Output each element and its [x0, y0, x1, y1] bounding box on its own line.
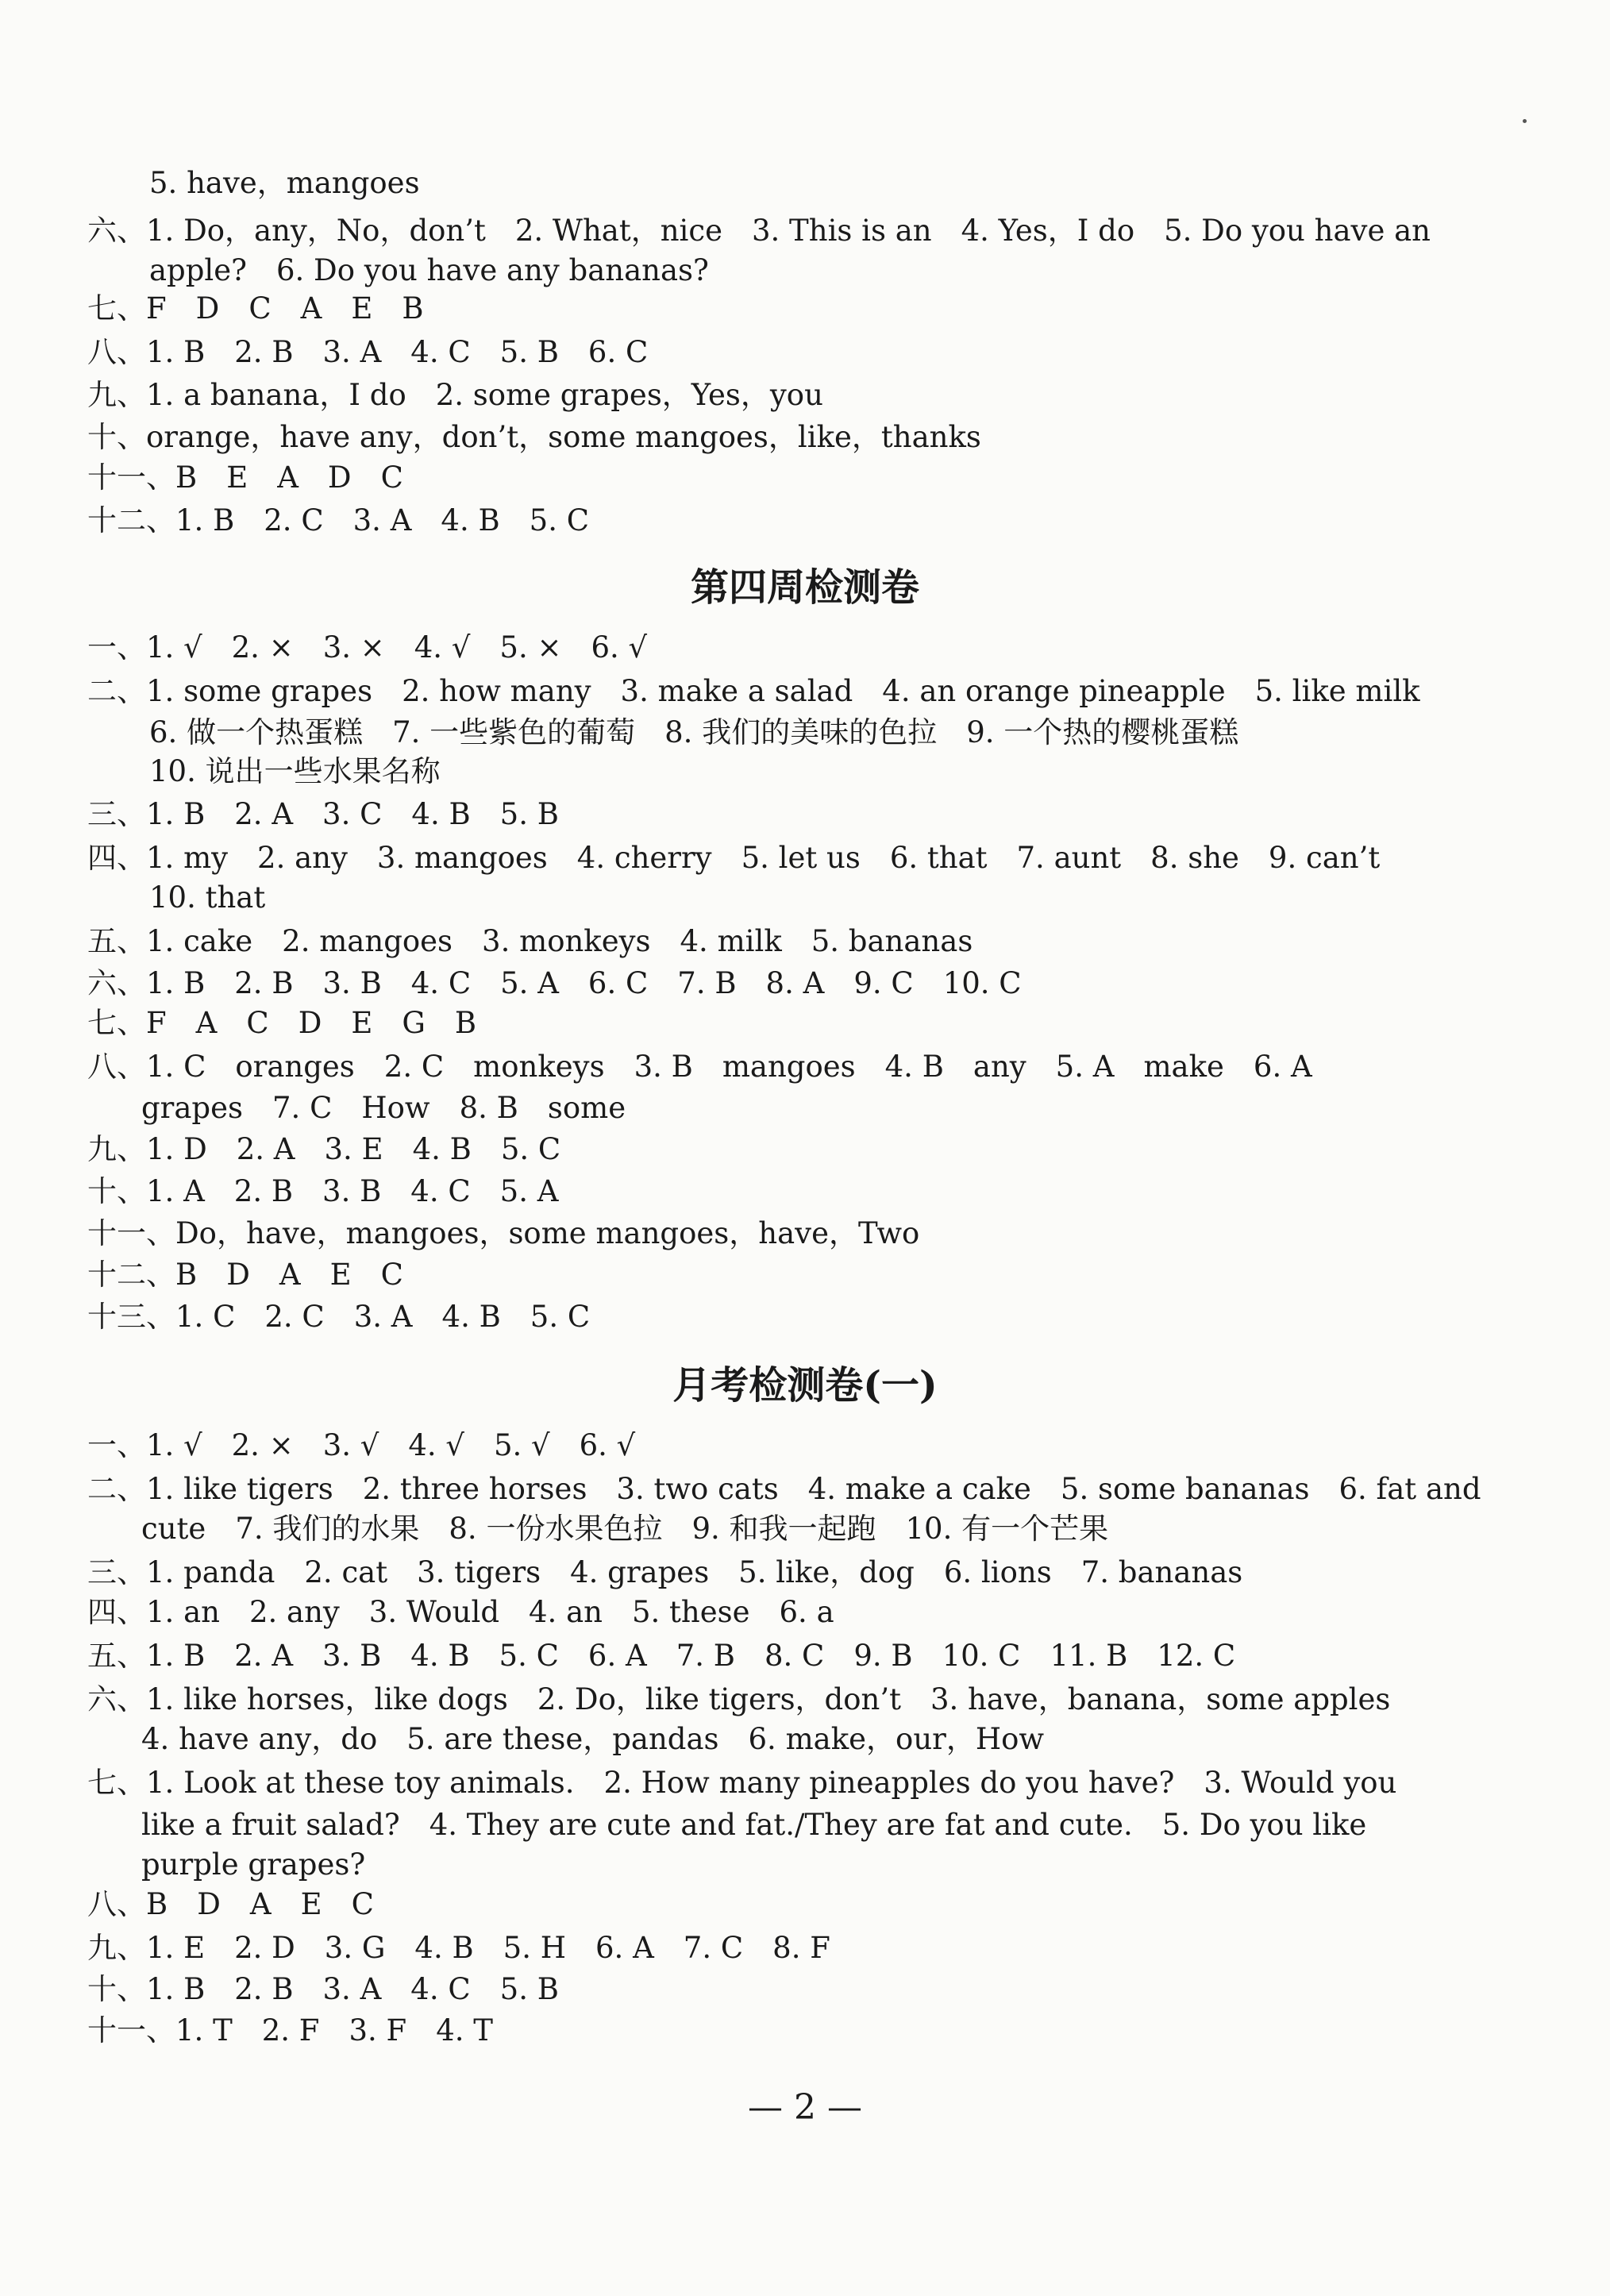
answer-line: 一、1. √ 2. × 3. × 4. √ 5. × 6. √ [87, 630, 648, 665]
answer-line: 八、B D A E C [87, 1887, 374, 1921]
answer-line: 十、1. B 2. B 3. A 4. C 5. B [87, 1972, 559, 2006]
answer-line: 二、1. some grapes 2. how many 3. make a salad 4. an orange pineapple 5. like milk [87, 674, 1420, 708]
page-number: — 2 — [748, 2087, 862, 2128]
answer-line: 十一、1. T 2. F 3. F 4. T [87, 2013, 493, 2048]
answer-line: 10. 说出一些水果名称 [149, 754, 441, 788]
answer-line: 5. have，mangoes [149, 166, 420, 200]
answer-line: 八、1. C oranges 2. C monkeys 3. B mangoes 4. B any 5. A make 6. A [87, 1050, 1312, 1084]
answer-line: purple grapes? [141, 1847, 366, 1882]
answer-line: apple? 6. Do you have any bananas? [149, 253, 709, 287]
answer-line: 十二、1. B 2. C 3. A 4. B 5. C [87, 503, 590, 537]
answer-line: 五、1. cake 2. mangoes 3. monkeys 4. milk 5. bananas [87, 924, 973, 958]
answer-line: 九、1. a banana，I do 2. some grapes，Yes，you [87, 378, 823, 412]
section-title: 第四周检测卷 [690, 565, 919, 610]
answer-line: 七、1. Look at these toy animals. 2. How many pineapples do you have? 3. Would you [87, 1766, 1397, 1800]
answer-line: 八、1. B 2. B 3. A 4. C 5. B 6. C [87, 335, 649, 369]
answer-line: 七、F A C D E G B [87, 1006, 477, 1040]
section-title: 月考检测卷(一) [672, 1363, 938, 1408]
answer-line: 十、1. A 2. B 3. B 4. C 5. A [87, 1174, 559, 1208]
answer-line: 九、1. D 2. A 3. E 4. B 5. C [87, 1132, 561, 1166]
answer-line: 六、1. Do，any，No，don’t 2. What，nice 3. This is an 4. Yes，I do 5. Do you have an [87, 214, 1431, 248]
answer-line: 十一、Do，have，mangoes，some mangoes，have，Two [87, 1216, 920, 1250]
answer-line: 三、1. panda 2. cat 3. tigers 4. grapes 5. like，dog 6. lions 7. bananas [87, 1555, 1243, 1589]
answer-line: 六、1. like horses，like dogs 2. Do，like tigers，don’t 3. have，banana，some apples [87, 1682, 1391, 1716]
answer-line: 十一、B E A D C [87, 460, 403, 495]
answer-line: like a fruit salad? 4. They are cute and fat./They are fat and cute. 5. Do you like [141, 1808, 1367, 1842]
answer-line: 四、1. an 2. any 3. Would 4. an 5. these 6. a [87, 1595, 834, 1629]
answer-line: 4. have any，do 5. are these，pandas 6. make，our，How [141, 1722, 1045, 1756]
answer-line: cute 7. 我们的水果 8. 一份水果色拉 9. 和我一起跑 10. 有一个芒果 [141, 1512, 1109, 1546]
answer-line: 三、1. B 2. A 3. C 4. B 5. B [87, 797, 559, 831]
answer-line: 二、1. like tigers 2. three horses 3. two cats 4. make a cake 5. some bananas 6. fat and [87, 1472, 1481, 1506]
answer-line: 十二、B D A E C [87, 1258, 403, 1292]
answer-line: 一、1. √ 2. × 3. √ 4. √ 5. √ 6. √ [87, 1428, 636, 1462]
answer-line: 十三、1. C 2. C 3. A 4. B 5. C [87, 1300, 591, 1334]
answer-line: grapes 7. C How 8. B some [141, 1091, 626, 1125]
answer-line: 九、1. E 2. D 3. G 4. B 5. H 6. A 7. C 8. F [87, 1931, 830, 1965]
answer-line: 七、F D C A E B [87, 291, 424, 326]
answer-line: 五、1. B 2. A 3. B 4. B 5. C 6. A 7. B 8. C 9. B 10. C 11. B 12. C [87, 1639, 1236, 1673]
answer-line: 6. 做一个热蛋糕 7. 一些紫色的葡萄 8. 我们的美味的色拉 9. 一个热的樱桃蛋糕 [149, 715, 1239, 749]
answer-line: 十、orange，have any，don’t，some mangoes，like，thanks [87, 420, 981, 454]
answer-line: 四、1. my 2. any 3. mangoes 4. cherry 5. let us 6. that 7. aunt 8. she 9. can’t [87, 841, 1381, 875]
answer-line: 10. that [149, 880, 266, 915]
answer-line: 六、1. B 2. B 3. B 4. C 5. A 6. C 7. B 8. A 9. C 10. C [87, 966, 1022, 1000]
scan-speck [1523, 119, 1527, 123]
